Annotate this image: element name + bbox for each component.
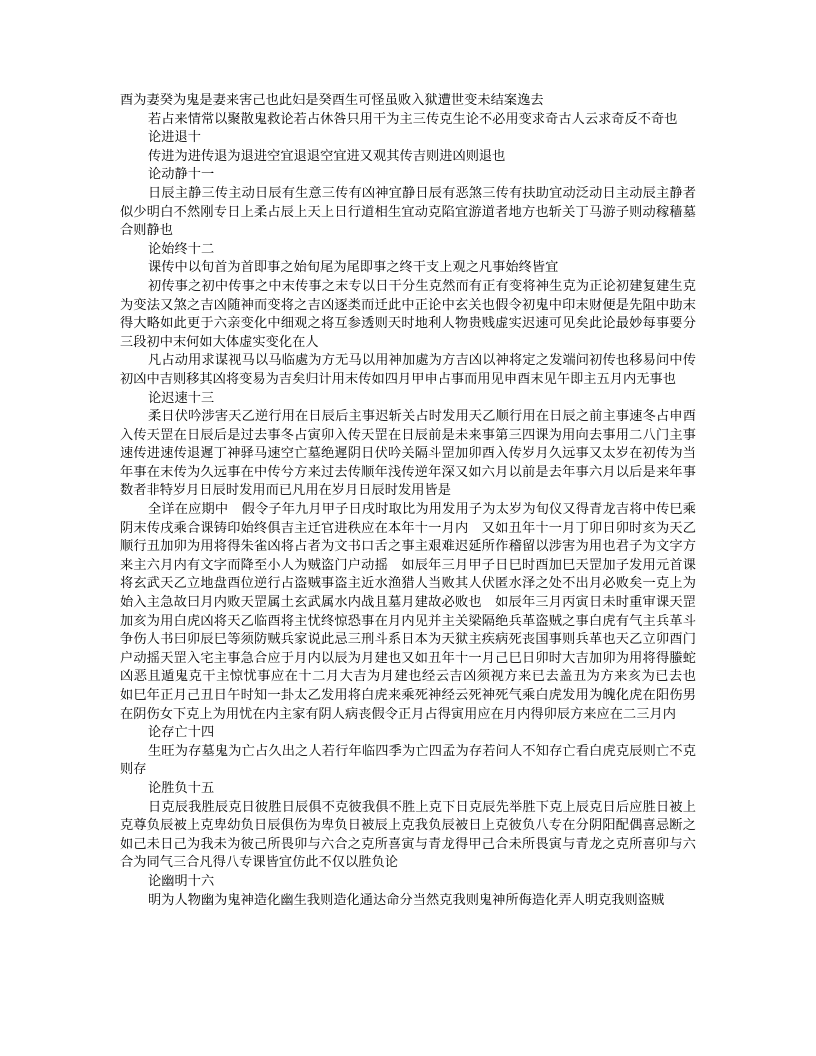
paragraph: 日辰主静三传主动日辰有生意三传有凶神宜静日辰有恶煞三传有扶助宜动泛动日主动辰主静者似少明白不然刚专日上柔占辰上天上日行道相生宜动克陷宜游道者地方也斩关丁马游子则动稼穑墓合则静也 (120, 185, 696, 239)
section-heading: 论始终十二 (148, 241, 215, 257)
paragraph: 明为人物幽为鬼神造化幽生我则造化通达命分当然克我则鬼神所侮造化弄人明克我则盗贼 (148, 892, 665, 908)
paragraph: 全详在应期中 假令子年九月甲子日戌时取比为用发用子为太岁为旬仪又得青龙吉将中传巳乘阴末传戌乘合课铸印始终俱吉主迁官进秩应在本年十一月内 又如丑年十一月丁卯日卯时亥为天乙顺行丑加卯为用将得朱雀凶将占者为文书口舌之事主艰难迟延所作稽留以涉害为用也君子为文字方来主六月内有文字而降至小人为贼盗门户动摇 如辰年三月甲子日巳时酉加巳天罡加子发用元首课将玄武天乙立地盘酉位逆行占盗贼事盗主近水渔猎人当败其人伏匿水泽之处不出月必败矣一克上为始入主急故曰月内败天罡属土玄武属水内战且墓月建故必败也 如辰年三月丙寅日未时重审课天罡加亥为用白虎凶将天乙临酉将主忧终惊恐事在月内见并主关梁隔绝兵革盗贼之事白虎有气主兵革斗争伤人书曰卯辰巳等须防贼兵家说此忌三刑斗系日本为天狱主疾病死丧国事则兵革也天乙立卯酉门户动摇天罡入宅主事急合应于月内以辰为月建也又如丑年十一月己巳日卯时大吉加卯为用将得螣蛇凶恶且遁鬼克干主惊忧事应在十二月大吉为月建也经云吉凶须视方来已去盖丑为方来亥为已去也 如巳年正月己丑日午时知一卦太乙发用将白虎来乘死神经云死神死气乘白虎发用为魄化虎在阳伤男在阴伤女下克上为用忧在内主家有阴人病丧假令正月占得寅用应在月内得卯辰方来应在二三月内 (120, 502, 710, 722)
paragraph: 传进为进传退为退进空宜退退空宜进又观其传吉则进凶则退也 (148, 148, 506, 164)
document-body (120, 92, 710, 910)
paragraph: 生旺为存墓鬼为亡占久出之人若行年临四季为亡四孟为存若问人不知存亡看白虎克辰则亡不克则存 (120, 743, 696, 778)
paragraph: 初传事之初中传事之中末传事之末专以日干分生克然而有正有变将神生克为正论初建复建生克为变法又煞之吉凶随神而变将之吉凶逐类而迁此中正论中玄关也假令初鬼中印末财便是先阻中助末得大略如此更于六亲变化中细观之将互参透则天时地利人物贵贱虚实迟速可见矣此论最妙每事要分三段初中末何如大体虚实变化在人 (120, 278, 696, 350)
paragraph: 若占来情常以聚散鬼救论若占休咎只用干为主三传克生论不必用变求奇古人云求奇反不奇也 (148, 111, 678, 127)
paragraph: 柔日伏吟涉害天乙逆行用在日辰后主事迟斩关占时发用天乙顺行用在日辰之前主事速冬占申酉入传天罡在日辰后是过去事冬占寅卯入传天罡在日辰前是未来事第三四课为用向去事用二八门主事速传进速传退遲丁神驿马速空亡墓绝遲阴日伏吟关隔斗罡加卯酉入传岁月久远事又太岁在初传为当年事在末传为久远事在中传兮方来过去传顺年浅传逆年深又如六月以前是去年事六月以后是来年事数者非特岁月日辰时发用而已凡用在岁月日辰时发用皆是 (120, 409, 696, 499)
section-heading: 论存亡十四 (148, 725, 215, 741)
section-heading: 论动静十一 (148, 167, 215, 183)
paragraph: 日克辰我胜辰克日彼胜日辰俱不克彼我俱不胜上克下日克辰先举胜下克上辰克日后应胜日被上克尊负辰被上克卑幼负日辰俱伤为卑负日被辰上克我负辰被日上克彼负八专在分阴阳配偶喜忌断之如己未日己为我未为彼己所畏卯与六合之克所喜寅与青龙得甲己合未所畏寅与青龙之克所喜卯与六合为同气三合凡得八专课皆宜仿此不仅以胜负论 (120, 799, 696, 871)
section-heading: 论进退十 (148, 130, 201, 146)
section-heading: 论迟速十三 (148, 390, 215, 406)
paragraph: 课传中以旬首为首即事之始旬尾为尾即事之终干支上观之凡事始终皆宜 (148, 260, 559, 276)
section-heading: 论幽明十六 (148, 873, 215, 889)
paragraph: 酉为妻癸为鬼是妻来害己也此妇是癸酉生可怪虽败入狱遭世变未结案逸去 (120, 93, 544, 108)
section-heading: 论胜负十五 (148, 780, 215, 796)
paragraph: 凡占动用求谋视马以马临處为方无马以用神加處为方吉凶以神将定之发端问初传也移易问中传初凶中吉则移其凶将变易为吉矣归计用末传如四月甲申占事而用见申酉末见午即主五月内无事也 (120, 353, 696, 387)
